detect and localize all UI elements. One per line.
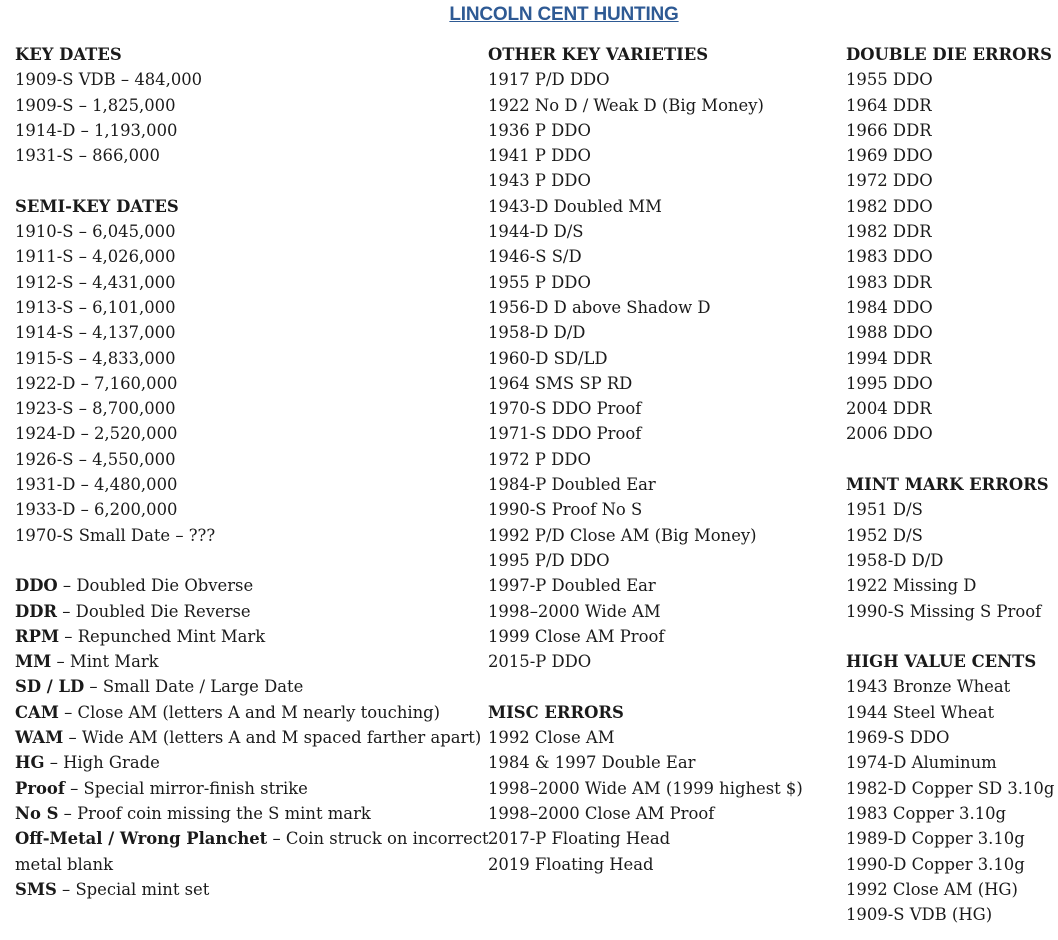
list-item: 1952 D/S: [846, 525, 923, 545]
list-item: 1983 DDO: [846, 247, 933, 267]
list-item: 1966 DDR: [846, 120, 932, 140]
glossary-definition: – Repunched Mint Mark: [59, 626, 266, 646]
section-heading: OTHER KEY VARIETIES: [488, 45, 709, 64]
list-item: 1958-D D/D: [846, 550, 944, 570]
list-item: 1909-S VDB – 484,000: [15, 70, 203, 90]
section-key-dates: [15, 42, 480, 168]
list-item: 1926-S – 4,550,000: [15, 449, 176, 469]
list-item: 1944 Steel Wheat: [846, 702, 995, 722]
glossary-definition: – Doubled Die Obverse: [57, 576, 254, 596]
list-item: 1943 P DDO: [488, 171, 591, 191]
section-heading: SEMI-KEY DATES: [15, 196, 179, 216]
list-item: 1955 P DDO: [488, 272, 591, 292]
glossary-term: Off-Metal / Wrong Planchet: [15, 829, 268, 849]
glossary: [15, 573, 489, 902]
list-item: 1989-D Copper 3.10g: [846, 829, 1025, 849]
glossary-term: WAM: [15, 728, 64, 748]
list-item: 2004 DDR: [846, 399, 932, 419]
list-item: 1990-S Proof No S: [488, 500, 643, 520]
list-item: 1943-D Doubled MM: [488, 196, 662, 216]
list-item: 1998–2000 Close AM Proof: [488, 803, 715, 823]
glossary-term: DDR: [15, 601, 58, 621]
list-item: 1958-D D/D: [488, 323, 586, 343]
section-other-key-varieties: [488, 42, 838, 674]
glossary-entry: [15, 599, 480, 624]
list-item: 1955 DDO: [846, 70, 933, 90]
list-item: 1909-S VDB (HG): [846, 905, 993, 925]
section-high-value-cents: [846, 649, 1055, 927]
glossary-term: SMS: [15, 879, 57, 899]
glossary-entry: [15, 674, 480, 699]
list-item: 1946-S S/D: [488, 247, 582, 267]
list-item: 1995 P/D DDO: [488, 550, 610, 570]
list-item: 1910-S – 6,045,000: [15, 222, 176, 242]
section-double-die-errors: [846, 42, 1051, 447]
list-item: 1933-D – 6,200,000: [15, 500, 178, 520]
list-item: 1992 Close AM: [488, 728, 615, 748]
section-heading: MINT MARK ERRORS: [846, 475, 1049, 495]
list-item: 1911-S – 4,026,000: [15, 247, 176, 267]
column-right: [846, 42, 1055, 927]
mint-mark-errors-list: [846, 497, 1051, 623]
list-item: 1922 Missing D: [846, 576, 977, 596]
list-item: 1970-S Small Date – ???: [15, 525, 216, 545]
list-item: 1944-D D/S: [488, 222, 584, 242]
glossary-term: No S: [15, 803, 59, 823]
glossary-definition: – Coin struck on incorrect: [267, 829, 489, 849]
list-item: 1982 DDR: [846, 222, 932, 242]
list-item: 1969 DDO: [846, 146, 933, 166]
list-item: 1924-D – 2,520,000: [15, 424, 178, 444]
page-title: LINCOLN CENT HUNTING: [449, 4, 679, 25]
list-item: 1936 P DDO: [488, 120, 591, 140]
glossary-definition: – High Grade: [44, 753, 160, 773]
glossary-term: HG: [15, 753, 45, 773]
glossary-term: DDO: [15, 576, 58, 596]
list-item: 1943 Bronze Wheat: [846, 677, 1011, 697]
glossary-definition: – Special mirror-finish strike: [64, 778, 308, 798]
glossary-entry: [15, 826, 489, 851]
list-item: 1970-S DDO Proof: [488, 399, 642, 419]
glossary-definition: – Mint Mark: [51, 652, 159, 672]
glossary-definition: – Special mint set: [56, 879, 210, 899]
list-item: 1998–2000 Wide AM (1999 highest $): [488, 778, 803, 798]
glossary-entry: [15, 750, 480, 775]
list-item: 1982-D Copper SD 3.10g: [846, 778, 1055, 798]
list-item: 1969-S DDO: [846, 728, 950, 748]
list-item: 1923-S – 8,700,000: [15, 399, 176, 419]
list-item: 1982 DDO: [846, 196, 933, 216]
list-item: 1998–2000 Wide AM: [488, 601, 661, 621]
list-item: 1984 & 1997 Double Ear: [488, 753, 696, 773]
glossary-entry: [15, 776, 480, 801]
list-item: 2015-P DDO: [488, 652, 592, 672]
list-item: 1912-S – 4,431,000: [15, 272, 176, 292]
glossary-entry: [15, 624, 480, 649]
semi-key-dates-list: [15, 219, 480, 548]
glossary-definition: – Close AM (letters A and M nearly touching): [58, 702, 441, 722]
list-item: 1983 Copper 3.10g: [846, 803, 1007, 823]
list-item: 1914-S – 4,137,000: [15, 323, 176, 343]
list-item: 2006 DDO: [846, 424, 933, 444]
list-item: 1984-P Doubled Ear: [488, 475, 656, 495]
glossary-entry: [15, 700, 480, 725]
list-item: 1914-D – 1,193,000: [15, 120, 178, 140]
list-item: 1971-S DDO Proof: [488, 424, 642, 444]
list-item: 2019 Floating Head: [488, 854, 654, 874]
section-heading: HIGH VALUE CENTS: [846, 652, 1037, 672]
list-item: 1972 DDO: [846, 171, 933, 191]
section-heading: DOUBLE DIE ERRORS: [846, 45, 1052, 64]
section-misc-errors: [488, 700, 838, 877]
list-item: 1988 DDO: [846, 323, 933, 343]
glossary-entry: [15, 649, 480, 674]
list-item: 1913-S – 6,101,000: [15, 297, 176, 317]
list-item: 1990-S Missing S Proof: [846, 601, 1042, 621]
list-item: 1915-S – 4,833,000: [15, 348, 176, 368]
glossary-definition: – Small Date / Large Date: [84, 677, 304, 697]
misc-errors-list: [488, 725, 838, 877]
section-heading: MISC ERRORS: [488, 702, 624, 722]
list-item: 1960-D SD/LD: [488, 348, 608, 368]
glossary-term: RPM: [15, 626, 60, 646]
list-item: 1999 Close AM Proof: [488, 626, 665, 646]
list-item: 1995 DDO: [846, 373, 933, 393]
glossary-term: SD / LD: [15, 677, 85, 697]
list-item: 1922 No D / Weak D (Big Money): [488, 95, 764, 115]
glossary-term: CAM: [15, 702, 59, 722]
section-mint-mark-errors: [846, 472, 1051, 624]
list-item: 1964 DDR: [846, 95, 932, 115]
double-die-errors-list: [846, 67, 1051, 446]
list-item: 1956-D D above Shadow D: [488, 297, 711, 317]
list-item: 1992 P/D Close AM (Big Money): [488, 525, 757, 545]
list-item: 1922-D – 7,160,000: [15, 373, 178, 393]
list-item: 1964 SMS SP RD: [488, 373, 633, 393]
glossary-term: Proof: [15, 778, 65, 798]
list-item: 1917 P/D DDO: [488, 70, 610, 90]
section-heading: KEY DATES: [15, 45, 122, 64]
glossary-definition: – Wide AM (letters A and M spaced farther apart): [63, 728, 482, 748]
glossary-definition: – Doubled Die Reverse: [57, 601, 251, 621]
section-semi-key-dates: [15, 194, 480, 548]
column-left: [15, 42, 489, 902]
list-item: 1992 Close AM (HG): [846, 879, 1018, 899]
glossary-entry: [15, 801, 480, 826]
list-item: 1951 D/S: [846, 500, 923, 520]
list-item: 1990-D Copper 3.10g: [846, 854, 1025, 874]
glossary-entry: [15, 877, 480, 902]
list-item: 1931-S – 866,000: [15, 146, 160, 166]
list-item: 1972 P DDO: [488, 449, 591, 469]
glossary-entry: [15, 725, 480, 750]
glossary-term: MM: [15, 652, 52, 672]
glossary-definition-continued: metal blank: [15, 854, 114, 874]
list-item: 1941 P DDO: [488, 146, 591, 166]
list-item: 1909-S – 1,825,000: [15, 95, 176, 115]
glossary-definition: – Proof coin missing the S mint mark: [58, 803, 371, 823]
list-item: 1983 DDR: [846, 272, 932, 292]
high-value-cents-list: [846, 674, 1055, 927]
list-item: 2017-P Floating Head: [488, 829, 671, 849]
other-key-varieties-list: [488, 67, 838, 674]
list-item: 1994 DDR: [846, 348, 932, 368]
key-dates-list: [15, 67, 480, 168]
column-middle: [488, 42, 838, 877]
glossary-entry: [15, 573, 480, 598]
list-item: 1984 DDO: [846, 297, 933, 317]
list-item: 1997-P Doubled Ear: [488, 576, 656, 596]
list-item: 1974-D Aluminum: [846, 753, 997, 773]
list-item: 1931-D – 4,480,000: [15, 475, 178, 495]
